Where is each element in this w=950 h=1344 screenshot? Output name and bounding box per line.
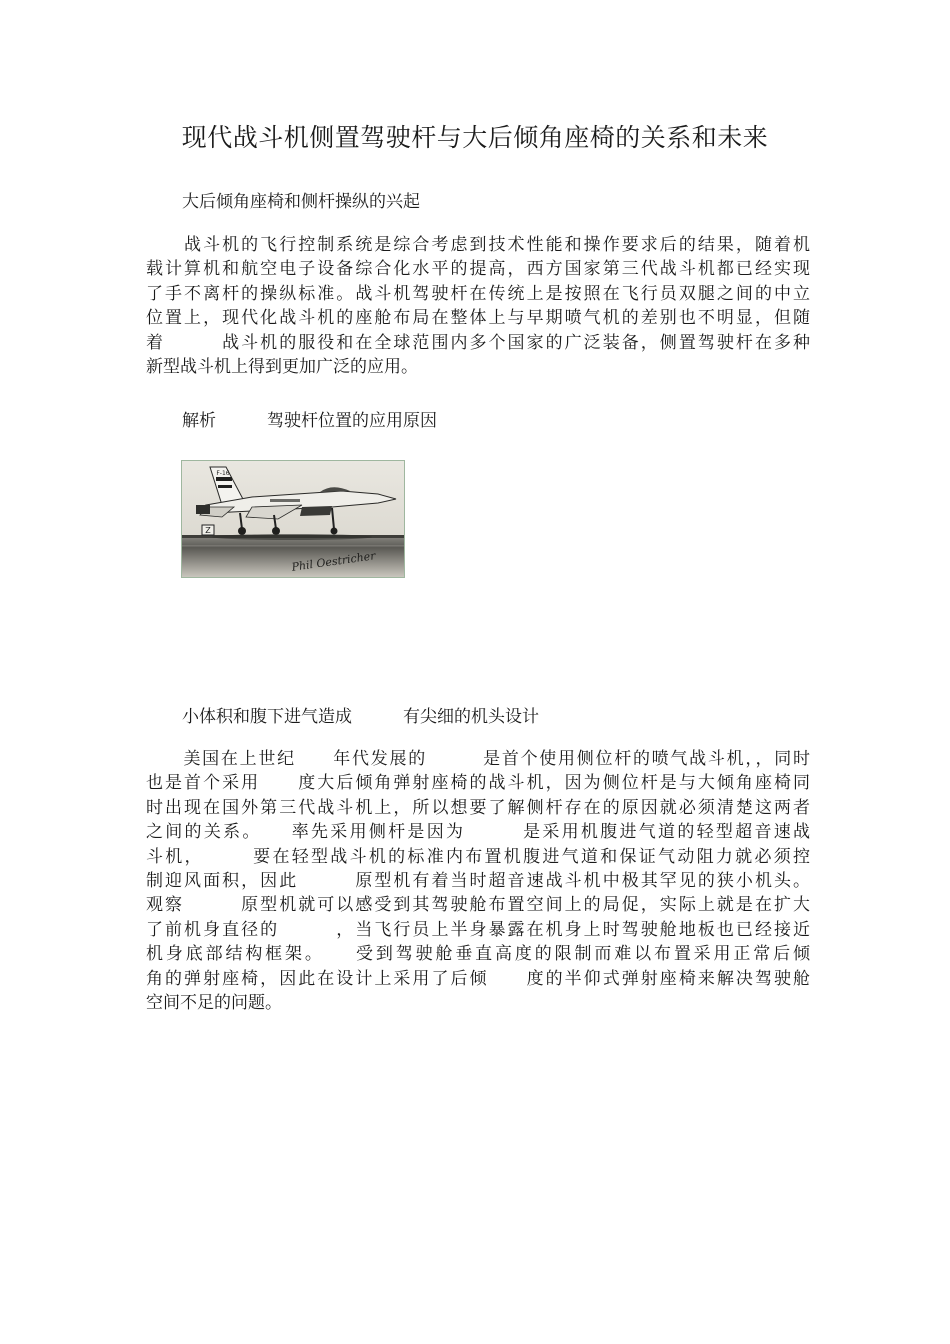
paragraph-line: 角的弹射座椅，因此在设计上采用了后倾 度的半仰式弹射座椅来解决驾驶舱 (146, 968, 810, 989)
fighter-jet-photo (181, 460, 405, 578)
paragraph-line: 也是首个采用 度大后倾角弹射座椅的战斗机，因为侧位杆是与大倾角座椅同 (146, 773, 810, 794)
paragraph-line: 美国在上世纪 年代发展的 是首个使用侧位杆的喷气战斗机，，同时 (146, 749, 810, 769)
paragraph-line: 机身底部结构框架。 受到驾驶舱垂直高度的限制而难以布置采用正常后倾 (146, 944, 810, 965)
paragraph-line: 位置上，现代化战斗机的座舱布局在整体上与早期喷气机的差别也不明显，但随 (146, 308, 810, 329)
f16-aircraft-image (182, 461, 404, 577)
paragraph-line: 空间不足的问题。 (146, 992, 282, 1013)
section-heading-3: 小体积和腹下进气造成 有尖细的机头设计 (182, 707, 539, 727)
paragraph-line: 之间的关系。 率先采用侧杆是因为 是采用机腹进气道的轻型超音速战 (146, 822, 810, 843)
paragraph-1 (146, 233, 810, 379)
paragraph-line: 着 战斗机的服役和在全球范围内多个国家的广泛装备，侧置驾驶杆在多种 (146, 332, 810, 353)
photo-signature: Phil Oestricher (290, 549, 377, 574)
paragraph-line: 时出现在国外第三代战斗机上，所以想要了解侧杆存在的原因就必须清楚这两者 (146, 797, 810, 818)
paragraph-line: 观察 原型机就可以感受到其驾驶舱布置空间上的局促，实际上就是在扩大 (146, 895, 810, 916)
section-heading-1: 大后倾角座椅和侧杆操纵的兴起 (182, 192, 420, 212)
paragraph-line: 新型战斗机上得到更加广泛的应用。 (146, 356, 418, 377)
paragraph-line: 载计算机和航空电子设备综合化水平的提高，西方国家第三代战斗机都已经实现 (146, 259, 810, 280)
tail-marking-text: F-16 (216, 470, 230, 477)
paragraph-line: 了手不离杆的操纵标准。战斗机驾驶杆在传统上是按照在飞行员双腿之间的中立 (146, 283, 810, 304)
section-heading-2: 解析 驾驶杆位置的应用原因 (182, 411, 437, 431)
paragraph-line: 了前机身直径的 ，当飞行员上半身暴露在机身上时驾驶舱地板也已经接近 (146, 919, 810, 940)
paragraph-line: 斗机， 要在轻型战斗机的标准内布置机腹进气道和保证气动阻力就必须控 (146, 846, 810, 867)
paragraph-2 (146, 747, 810, 1015)
paragraph-line: 制迎风面积，因此 原型机有着当时超音速战斗机中极其罕见的狭小机头。 (146, 870, 810, 891)
svg-text:Z: Z (205, 526, 211, 535)
paragraph-line: 战斗机的飞行控制系统是综合考虑到技术性能和操作要求后的结果，随着机 (146, 235, 810, 255)
page-title: 现代战斗机侧置驾驶杆与大后倾角座椅的关系和未来 (181, 123, 769, 152)
